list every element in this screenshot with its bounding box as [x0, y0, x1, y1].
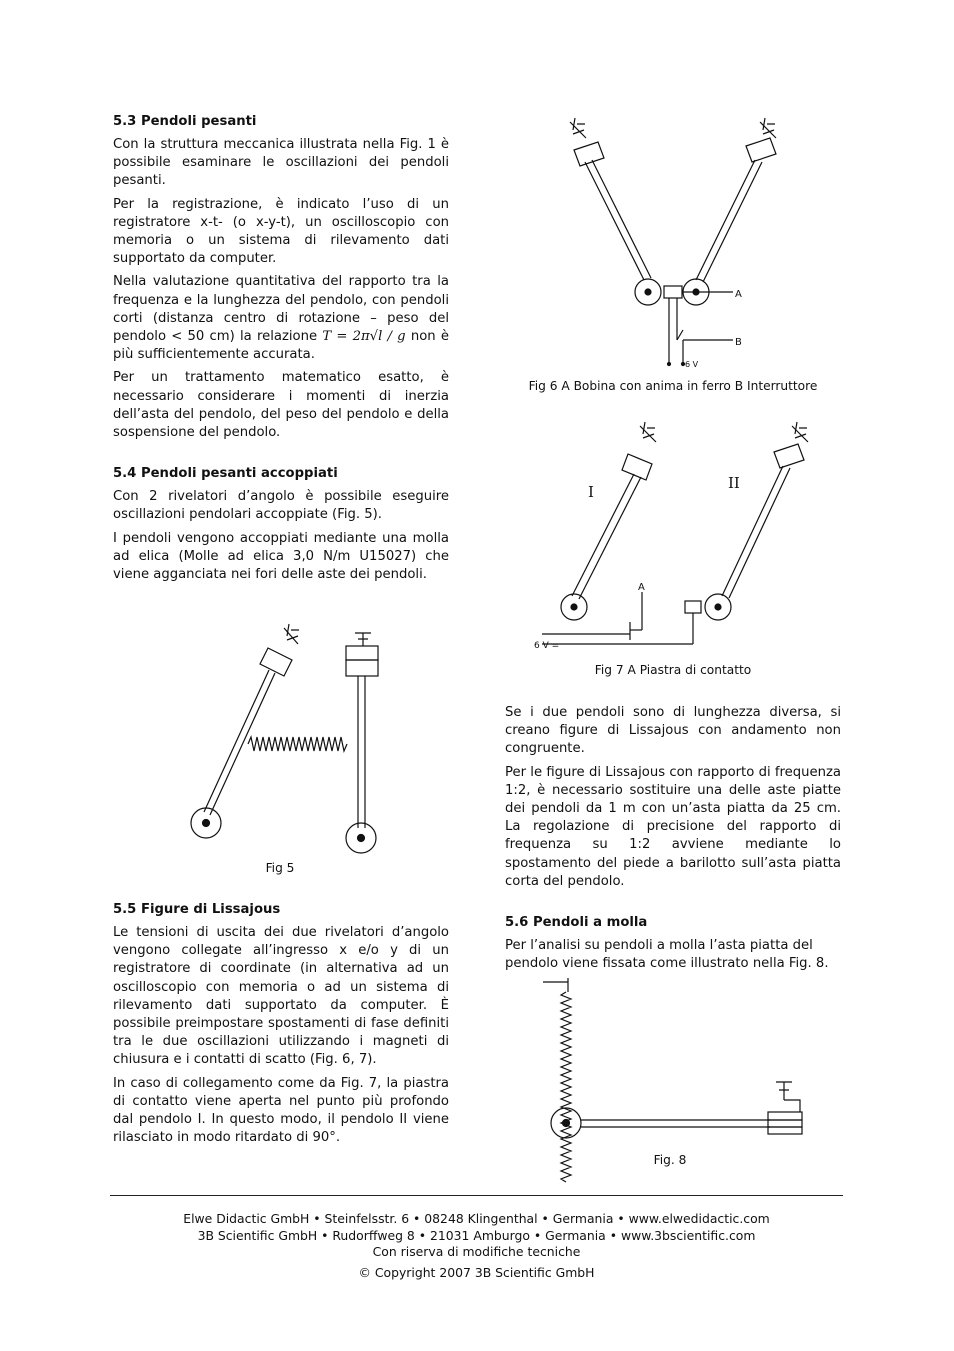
left-column-lower — [113, 901, 449, 1152]
section-5-4-p1: Con 2 rivelatori d’angolo è possibile eseguire oscillazioni pendolari accoppiate (Fig. 5). — [113, 489, 449, 523]
footer-line-elwe: Elwe Didactic GmbH • Steinfelsstr. 6 • 08248 Klingenthal • Germania • www.elwedidactic.com — [183, 1211, 770, 1226]
period-formula: T = 2π√l / g — [322, 329, 406, 345]
page-footer — [110, 1195, 843, 1281]
section-5-3-p3-a: Nella valutazione quantitativa del rapporto tra la frequenza e la lunghezza del pendolo, con pendoli corti (distanza centro di rotazione – peso del pendolo < 50 cm) la relazione — [113, 274, 449, 345]
fig8-caption: Fig. 8 — [653, 1153, 687, 1167]
section-5-5-p2: In caso di collegamento come da Fig. 7, la piastra di contatto viene aperta nel punto più profondo dal pendolo I. In questo modo, il pendolo II viene rilasciato in modo ritardato di 90°. — [113, 1075, 449, 1146]
section-5-3-p3-b: non è più sufficientemente accurata. — [113, 329, 449, 363]
section-5-6-p1: Per l’analisi su pendoli a molla l’asta piatta del pendolo viene fissata come illustrato nella Fig. 8. — [505, 938, 829, 972]
fig6-label-b: B — [735, 337, 742, 348]
footer-copyright: © Copyright 2007 3B Scientific GmbH — [358, 1264, 595, 1280]
section-5-5-heading: 5.5 Figure di Lissajous — [113, 902, 281, 917]
fig7-label-pendulum-ii: II — [728, 474, 740, 492]
fig7-label-voltage: 6 V = — [534, 641, 560, 651]
fig7-label-a: A — [638, 582, 645, 593]
left-column — [113, 113, 449, 589]
fig7-label-pendulum-i: I — [588, 483, 594, 501]
fig6-label-voltage: 6 V — [685, 360, 699, 369]
right-p2: Per le figure di Lissajous con rapporto di frequenza 1:2, è necessario sostituire una delle aste piatte dei pendoli da 1 m con un’asta piatta da 25 cm. La regolazione di precisione del rapporto di frequenza su 1:2 avviene mediante lo spostamento del piede a barilotto sull’asta piatta corta del pendolo. — [505, 764, 841, 889]
section-5-3-heading: 5.3 Pendoli pesanti — [113, 114, 257, 129]
section-5-6-heading: 5.6 Pendoli a molla — [505, 915, 648, 931]
fig6-label-a: A — [735, 289, 742, 300]
section-5-3-p1: Con la struttura meccanica illustrata nella Fig. 1 è possibile esaminare le oscillazioni dei pendoli pesanti. — [113, 137, 449, 189]
section-5-4-p2: I pendoli vengono accoppiati mediante una molla ad elica (Molle ad elica 3,0 N/m U15027) che viene agganciata nei fori delle aste dei pendoli. — [113, 530, 449, 583]
section-5-3-p4: Per un trattamento matematico esatto, è necessario considerare i momenti di inerzia dell’asta del pendolo, del peso del pendolo e della sospensione del pendolo. — [113, 370, 449, 441]
fig6-caption: Fig 6 A Bobina con anima in ferro B Interruttore — [528, 379, 818, 393]
right-column — [505, 704, 841, 978]
fig7-caption: Fig 7 A Piastra di contatto — [594, 663, 752, 677]
section-5-3-p3 — [113, 273, 449, 364]
right-p1: Se i due pendoli sono di lunghezza diversa, si creano figure di Lissajous con andamento non congruente. — [505, 705, 841, 757]
footer-line-notice: Con riserva di modifiche tecniche — [372, 1244, 581, 1259]
fig5-caption: Fig 5 — [265, 861, 295, 875]
section-5-4-heading: 5.4 Pendoli pesanti accoppiati — [113, 466, 338, 482]
section-5-5-p1: Le tensioni di uscita dei due rivelatori d’angolo vengono collegate all’ingresso x e/o y di un registratore di coordinate (in alternativa ad un oscilloscopio con memoria o ad un sistema di rilevamento dati supportato da computer. È possibile preimpostare spostamenti di fase definiti tra le due oscillazioni utilizzando i magneti di chiusura e i contatti di scatto (Fig. 6, 7). — [113, 925, 449, 1068]
footer-line-3b: 3B Scientific GmbH • Rudorffweg 8 • 21031 Amburgo • Germania • www.3bscientific.com — [197, 1227, 756, 1243]
section-5-3-p2: Per la registrazione, è indicato l’uso di un registratore x-t- (o x-y-t), un oscilloscopio con memoria o un sistema di rilevamento dati supportato da computer. — [113, 196, 449, 267]
